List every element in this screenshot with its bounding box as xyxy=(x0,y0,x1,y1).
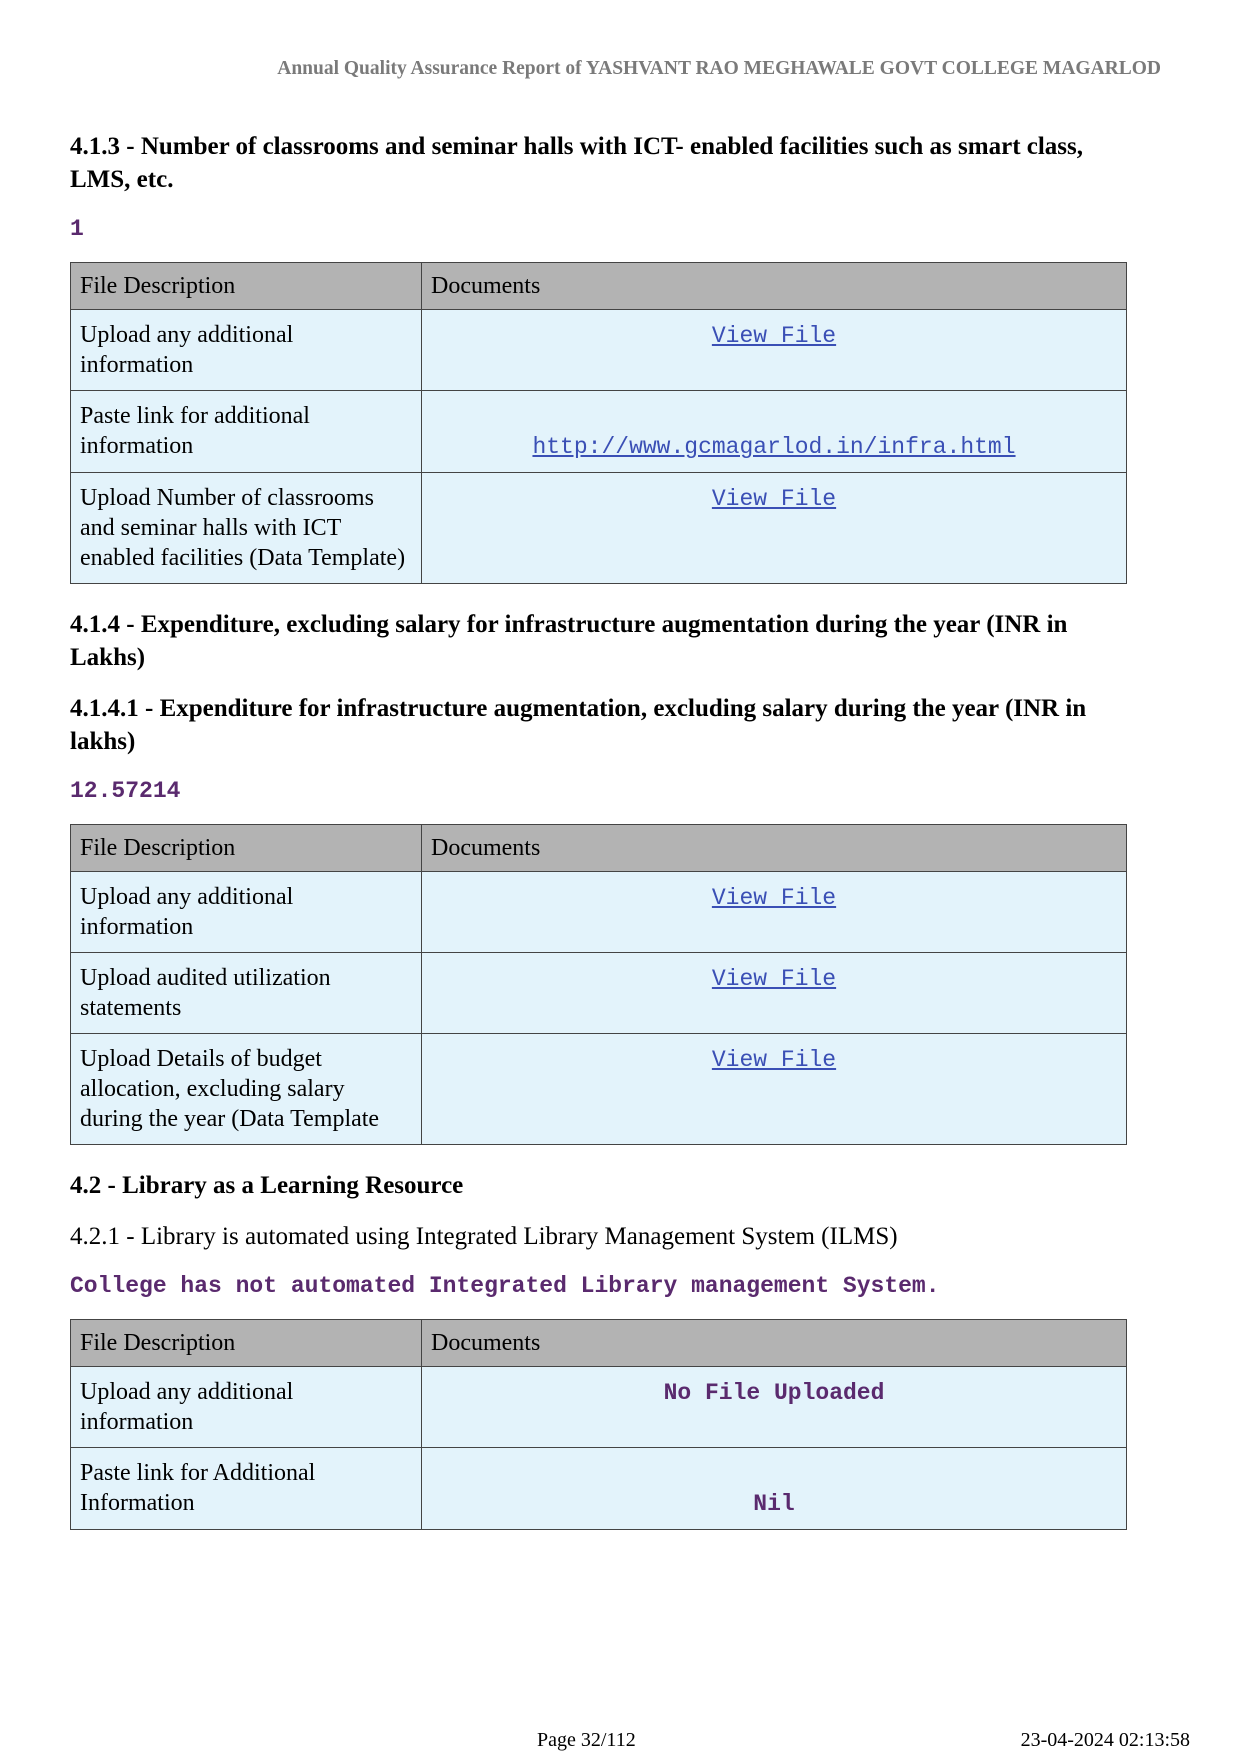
view-file-link[interactable]: View File xyxy=(711,486,837,512)
documents-cell xyxy=(422,391,1127,473)
file-description-cell: Paste link for additional information xyxy=(71,391,422,473)
view-file-link[interactable]: View File xyxy=(711,1047,837,1073)
table-row xyxy=(71,310,1127,391)
file-description-cell: Upload any additional information xyxy=(71,1367,422,1448)
file-description-cell: Upload audited utilization statements xyxy=(71,953,422,1034)
documents-cell xyxy=(422,1448,1127,1530)
table-header-row xyxy=(71,825,1127,872)
view-file-link[interactable]: View File xyxy=(711,323,837,349)
documents-cell xyxy=(422,1034,1127,1145)
report-header: Annual Quality Assurance Report of YASHVANT RAO MEGHAWALE GOVT COLLEGE MAGARLOD xyxy=(277,58,1161,79)
table-header-row xyxy=(71,263,1127,310)
table-header-row xyxy=(71,1320,1127,1367)
section-4-1-3-heading: 4.1.3 - Number of classrooms and seminar halls with ICT- enabled facilities such as smart class, LMS, etc. xyxy=(70,133,1084,193)
nil-text: Nil xyxy=(753,1491,795,1517)
page-number: Page 32/112 xyxy=(537,1729,636,1751)
column-header-file-description: File Description xyxy=(71,263,422,310)
documents-cell xyxy=(422,310,1127,391)
view-file-link[interactable]: View File xyxy=(711,966,837,992)
table-row xyxy=(71,473,1127,584)
table-row xyxy=(71,391,1127,473)
column-header-file-description: File Description xyxy=(71,1320,422,1367)
no-file-uploaded-text: No File Uploaded xyxy=(663,1380,885,1406)
section-4-1-3-value: 1 xyxy=(70,216,84,242)
generated-datetime: 23-04-2024 02:13:58 xyxy=(1020,1729,1190,1751)
section-4-1-4-1-value: 12.57214 xyxy=(70,778,181,804)
view-file-link[interactable]: View File xyxy=(711,885,837,911)
documents-table-4-1-4-1 xyxy=(70,824,1127,1145)
documents-cell xyxy=(422,872,1127,953)
documents-cell xyxy=(422,473,1127,584)
table-row xyxy=(71,872,1127,953)
file-description-cell: Upload any additional information xyxy=(71,872,422,953)
section-4-1-4-heading: 4.1.4 - Expenditure, excluding salary for infrastructure augmentation during the year (INR in Lakhs) xyxy=(70,611,1068,671)
file-description-cell: Upload Details of budget allocation, excluding salary during the year (Data Template xyxy=(71,1034,422,1145)
column-header-documents: Documents xyxy=(422,1320,1127,1367)
section-4-2-1-value: College has not automated Integrated Library management System. xyxy=(70,1273,940,1299)
table-row xyxy=(71,1034,1127,1145)
additional-info-url-link[interactable]: http://www.gcmagarlod.in/infra.html xyxy=(532,434,1016,460)
documents-table-4-1-3 xyxy=(70,262,1127,584)
column-header-documents: Documents xyxy=(422,825,1127,872)
documents-cell xyxy=(422,1367,1127,1448)
section-4-2-heading: 4.2 - Library as a Learning Resource xyxy=(70,1172,464,1199)
column-header-documents: Documents xyxy=(422,263,1127,310)
documents-table-4-2-1 xyxy=(70,1319,1127,1530)
table-row xyxy=(71,953,1127,1034)
section-4-1-4-1-heading: 4.1.4.1 - Expenditure for infrastructure augmentation, excluding salary during the year (INR in lakhs) xyxy=(70,695,1087,755)
column-header-file-description: File Description xyxy=(71,825,422,872)
file-description-cell: Upload any additional information xyxy=(71,310,422,391)
page-content xyxy=(70,130,1126,1554)
table-row xyxy=(71,1448,1127,1530)
file-description-cell: Paste link for Additional Information xyxy=(71,1448,422,1530)
section-4-2-1-text: 4.2.1 - Library is automated using Integrated Library Management System (ILMS) xyxy=(70,1223,898,1250)
table-row xyxy=(71,1367,1127,1448)
file-description-cell: Upload Number of classrooms and seminar halls with ICT enabled facilities (Data Template) xyxy=(71,473,422,584)
documents-cell xyxy=(422,953,1127,1034)
